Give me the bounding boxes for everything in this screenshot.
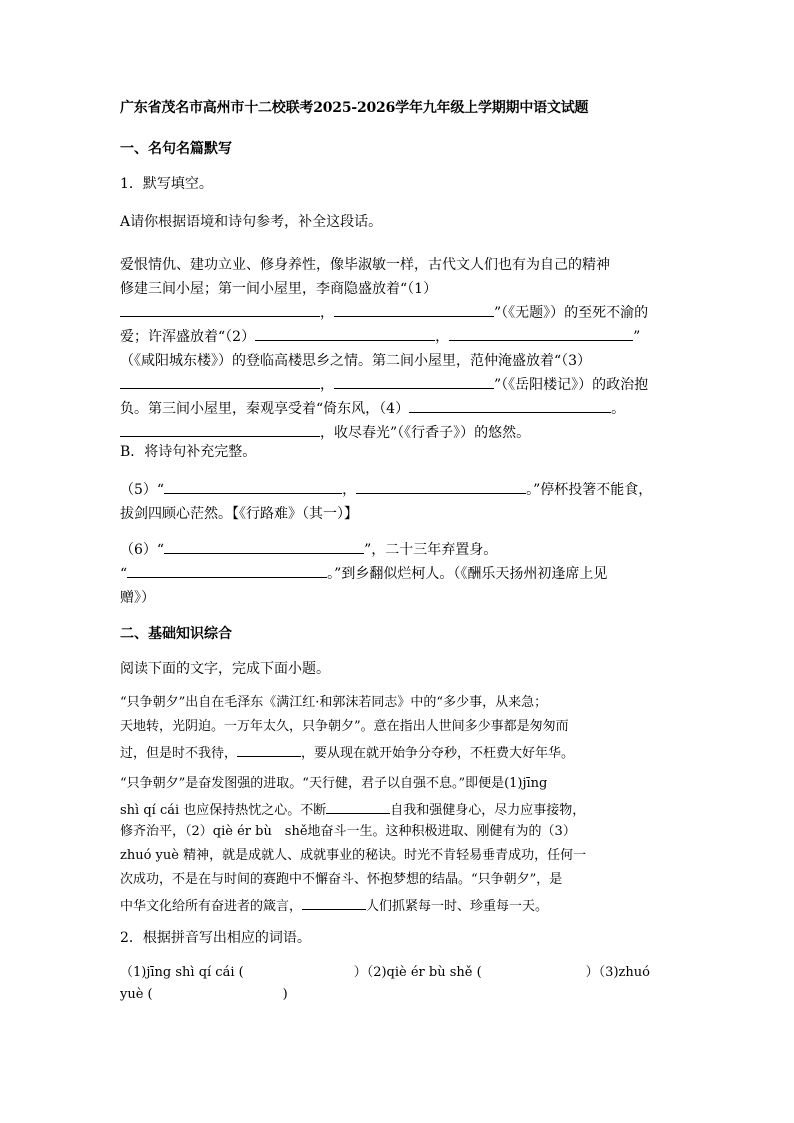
passage-a-line: （《咸阳城东楼》）的登临高楼思乡之情。第二间小屋里，范仲淹盛放着“（3）	[120, 353, 592, 369]
passage-a-line: ， ”（《无题》）的至死不渝的	[120, 301, 676, 325]
part-b-instruction: B．将诗句补充完整。	[120, 444, 257, 460]
answer-blank[interactable]	[356, 478, 526, 494]
question-6: （6）“ ”，二十三年弃置身。 “ 。”到乡翻似烂柯人。（《酬乐天扬州初逢席上见 赠》）	[120, 538, 676, 610]
section-heading-2: 二、基础知识综合	[120, 626, 232, 642]
section-heading-1: 一、名句名篇默写	[120, 141, 232, 157]
question-5: （5）“ ， 。”停杯投箸不能食， 拔剑四顾心茫然。【《行路难》（其一）】	[120, 478, 676, 526]
passage-a-line: 爱恨情仇、建功立业、修身养性，像毕淑敏一样，古代文人们也有为自己的精神	[120, 257, 610, 273]
answer-blank[interactable]	[449, 325, 633, 341]
reading-passage-p2: “只争朝夕”是奋发图强的进取。“天行健，君子以自强不息。”即便是(1)jīng shì qí cái 也应保持热忱之心。不断 自我和强健身心，尽力应事接物， 修齐治平，（2）qiè ér bù shě地奋斗一生。这种积极进取、刚健有为的（3） zhuó yuè 精神，就是成就人、成就事业的秘诀。时光不肯轻易垂青成功，任何一 次成功，不是在与时间的赛跑中不懈奋斗、怀抱梦想的结晶。“只争朝夕”，是 中华文化给所有奋进者的箴言， 人们抓紧每一时、珍重每一天。	[120, 776, 587, 914]
answer-blank[interactable]	[409, 397, 611, 413]
reading-instruction: 阅读下面的文字，完成下面小题。	[120, 661, 330, 677]
answer-blank[interactable]	[164, 478, 342, 494]
answer-blank[interactable]	[164, 538, 364, 554]
answer-blank[interactable]	[127, 562, 327, 578]
answer-blank[interactable]	[120, 421, 320, 437]
answer-blank[interactable]	[237, 741, 301, 757]
answer-blank[interactable]	[120, 301, 320, 317]
answer-blank[interactable]	[326, 798, 390, 814]
passage-a-line: 爱；许浑盛放着“（2） ， ”	[120, 325, 676, 349]
passage-a	[120, 253, 676, 445]
answer-blank[interactable]	[302, 894, 366, 910]
answer-blank[interactable]	[334, 301, 494, 317]
answer-blank[interactable]	[255, 325, 435, 341]
passage-a-line: 负。第三间小屋里，秦观享受着“倚东风，（4） 。	[120, 397, 676, 421]
question-2: 2．根据拼音写出相应的词语。	[120, 930, 311, 946]
passage-a-line: ， ”（《岳阳楼记》）的政治抱	[120, 373, 676, 397]
answer-blank[interactable]	[120, 373, 320, 389]
passage-a-line: 修建三间小屋；第一间小屋里，李商隐盛放着“（1）	[120, 281, 438, 297]
question-1: 1．默写填空。	[120, 176, 213, 192]
passage-a-line: ，收尽春光”（《行香子》）的悠然。	[120, 421, 676, 445]
page-title: 广东省茂名市高州市十二校联考2025-2026学年九年级上学期期中语文试题	[120, 100, 589, 116]
part-a-instruction: A请你根据语境和诗句参考，补全这段话。	[120, 214, 383, 230]
reading-passage-p1: “只争朝夕”出自在毛泽东《满江红·和郭沫若同志》中的“多少事，从来急； 天地转，光阴迫。一万年太久，只争朝夕”。意在指出人世间多少事都是匆匆而 过，但是时不我待， ，要从现在就开始争分夺秒，不枉费大好年华。	[120, 695, 575, 761]
answer-blank[interactable]	[334, 373, 494, 389]
question-2-answers: （1)jīng shì qí cái ( ）（2)qiè ér bù shě ( ）（3)zhuó yuè ( )	[120, 965, 650, 1002]
